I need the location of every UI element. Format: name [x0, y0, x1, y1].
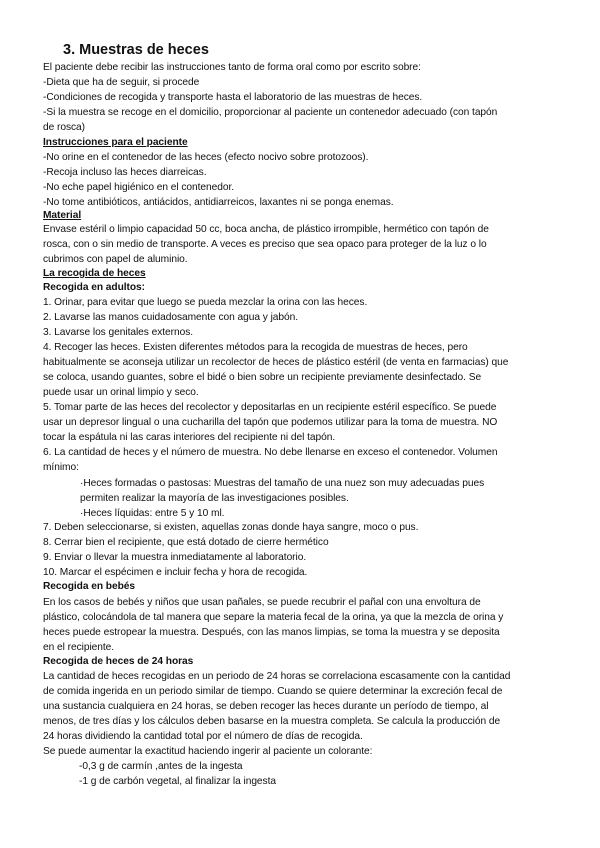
text-line: plástico, colocándola de tal manera que separe la materia fecal de la orina, ya que la mezcla de orina y	[43, 612, 504, 623]
text-line: 6. La cantidad de heces y el número de muestra. No debe llenarse en exceso el contenedor. Volumen	[43, 447, 498, 458]
text-line: El paciente debe recibir las instrucciones tanto de forma oral como por escrito sobre:	[43, 62, 421, 73]
text-line: -Condiciones de recogida y transporte hasta el laboratorio de las muestras de heces.	[43, 92, 423, 103]
text-line: 8. Cerrar bien el recipiente, que está dotado de cierre hermético	[43, 537, 329, 548]
text-line: La cantidad de heces recogidas en un periodo de 24 horas se correlaciona escasamente con la cantidad	[43, 671, 511, 682]
text-line: 9. Enviar o llevar la muestra inmediatamente al laboratorio.	[43, 552, 307, 563]
section-heading: Instrucciones para el paciente	[43, 137, 188, 148]
text-line: de rosca)	[43, 122, 86, 133]
text-line: 5. Tomar parte de las heces del recolector y depositarlas en un recipiente estéril específico. Se puede	[43, 402, 497, 413]
text-line: -Dieta que ha de seguir, si procede	[43, 77, 200, 88]
text-line: Envase estéril o limpio capacidad 50 cc, boca ancha, de plástico irrompible, hermético con tapón de	[43, 224, 489, 235]
subsection-heading: Recogida en adultos:	[43, 282, 146, 293]
text-line: una sustancia cualquiera en 24 horas, se deben recoger las heces durante un período de tiempo, al	[43, 701, 489, 712]
text-line: 24 horas dividiendo la cantidad total por el número de días de recogida.	[43, 731, 363, 742]
text-line: en el recipiente.	[43, 642, 115, 653]
text-line: cubrimos con papel de aluminio.	[43, 254, 188, 265]
text-line: habitualmente se aconseja utilizar un recolector de heces de plástico estéril (de venta en farmacias) que	[43, 357, 509, 368]
subsection-heading: Recogida en bebés	[43, 581, 135, 592]
text-line: de comida ingerida en un periodo similar de tiempo. Cuando se quiere determinar la excreción fecal de	[43, 686, 503, 697]
text-line: En los casos de bebés y niños que usan pañales, se puede recubrir el pañal con una envoltura de	[43, 597, 481, 608]
text-line: heces puede estropear la muestra. Después, con las manos limpias, se toma la muestra y se deposita	[43, 627, 500, 638]
text-line: -Recoja incluso las heces diarreicas.	[43, 167, 207, 178]
text-line: -1 g de carbón vegetal, al finalizar la ingesta	[79, 776, 276, 787]
text-line: 4. Recoger las heces. Existen diferentes métodos para la recogida de muestras de heces, pero	[43, 342, 468, 353]
text-line: Se puede aumentar la exactitud haciendo ingerir al paciente un colorante:	[43, 746, 373, 757]
text-line: 1. Orinar, para evitar que luego se pueda mezclar la orina con las heces.	[43, 297, 368, 308]
text-line: permiten realizar la mayoría de las investigaciones posibles.	[80, 493, 349, 504]
text-line: -No tome antibióticos, antiácidos, antidiarreicos, laxantes ni se ponga enemas.	[43, 197, 394, 208]
text-line: se coloca, usando guantes, sobre el bidé o bien sobre un recipiente previamente desinfectado. Se	[43, 372, 482, 383]
text-line: puede usar un orinal limpio y seco.	[43, 387, 199, 398]
text-line: usar un depresor lingual o una cucharilla del tapón que podemos utilizar para la toma de muestra. NO	[43, 417, 498, 428]
text-line: mínimo:	[43, 462, 79, 473]
section-heading: La recogida de heces	[43, 268, 146, 279]
text-line: rosca, con o sin medio de transporte. A veces es preciso que sea opaco para proteger de la luz o lo	[43, 239, 487, 250]
text-line: -0,3 g de carmín ,antes de la ingesta	[79, 761, 243, 772]
text-line: 2. Lavarse las manos cuidadosamente con agua y jabón.	[43, 312, 299, 323]
text-line: ·Heces formadas o pastosas: Muestras del tamaño de una nuez son muy adecuadas pues	[80, 478, 485, 489]
subsection-heading: Recogida de heces de 24 horas	[43, 656, 194, 667]
text-line: -Si la muestra se recoge en el domicilio, proporcionar al paciente un contenedor adecuado (con tapón	[43, 107, 498, 118]
text-line: 10. Marcar el espécimen e incluir fecha y hora de recogida.	[43, 567, 308, 578]
text-line: 7. Deben seleccionarse, si existen, aquellas zonas donde haya sangre, moco o pus.	[43, 522, 419, 533]
section-heading: Material	[43, 210, 82, 221]
text-line: 3. Lavarse los genitales externos.	[43, 327, 194, 338]
page-title: 3. Muestras de heces	[63, 42, 209, 58]
text-line: menos, de tres días y los cálculos deben basarse en la muestra completa. Se calcula la producción de	[43, 716, 501, 727]
text-line: -No orine en el contenedor de las heces (efecto nocivo sobre protozoos).	[43, 152, 369, 163]
text-line: ·Heces líquidas: entre 5 y 10 ml.	[80, 508, 225, 519]
text-line: -No eche papel higiénico en el contenedor.	[43, 182, 235, 193]
text-line: tocar la espátula ni las caras interiores del recipiente ni del tapón.	[43, 432, 336, 443]
